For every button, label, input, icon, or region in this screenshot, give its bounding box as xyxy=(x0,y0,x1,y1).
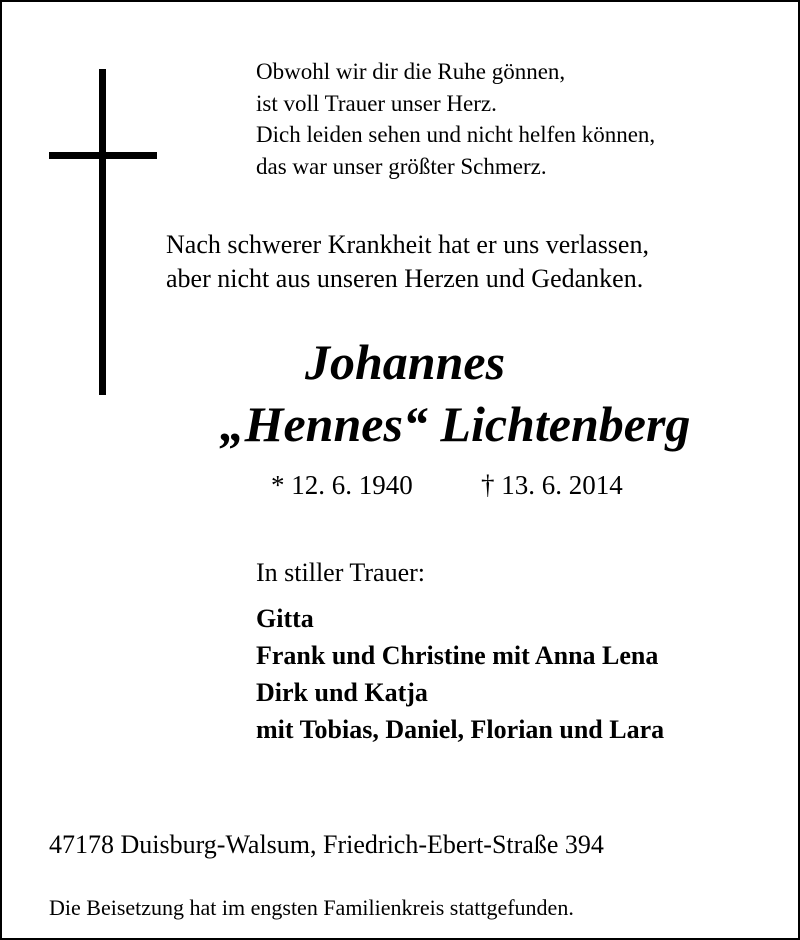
deceased-first-name: Johannes xyxy=(304,334,506,390)
cross-icon-horizontal xyxy=(49,152,157,159)
birth-date: * 12. 6. 1940 xyxy=(271,470,413,500)
family-line: Dirk und Katja xyxy=(256,678,428,707)
death-date: † 13. 6. 2014 xyxy=(481,470,623,500)
mourning-heading: In stiller Trauer: xyxy=(256,558,425,587)
family-line: mit Tobias, Daniel, Florian und Lara xyxy=(256,715,665,744)
intro-line: Nach schwerer Krankheit hat er uns verlassen, xyxy=(166,230,649,259)
family-line: Gitta xyxy=(256,604,314,633)
poem-line: Obwohl wir dir die Ruhe gönnen, xyxy=(256,59,566,84)
family-list xyxy=(256,600,664,748)
address: 47178 Duisburg-Walsum, Friedrich-Ebert-Straße 394 xyxy=(49,830,604,859)
funeral-note: Die Beisetzung hat im engsten Familienkreis stattgefunden. xyxy=(49,895,574,920)
intro-text xyxy=(166,228,649,296)
poem-line: Dich leiden sehen und nicht helfen können, xyxy=(256,122,656,147)
poem xyxy=(256,56,655,182)
poem-line: ist voll Trauer unser Herz. xyxy=(256,90,497,116)
family-line: Frank und Christine mit Anna Lena xyxy=(256,641,659,670)
poem-line: das war unser größter Schmerz. xyxy=(256,153,547,179)
deceased-nickname-surname: „Hennes“ Lichtenberg xyxy=(219,396,691,452)
intro-line: aber nicht aus unseren Herzen und Gedanken. xyxy=(166,264,644,293)
